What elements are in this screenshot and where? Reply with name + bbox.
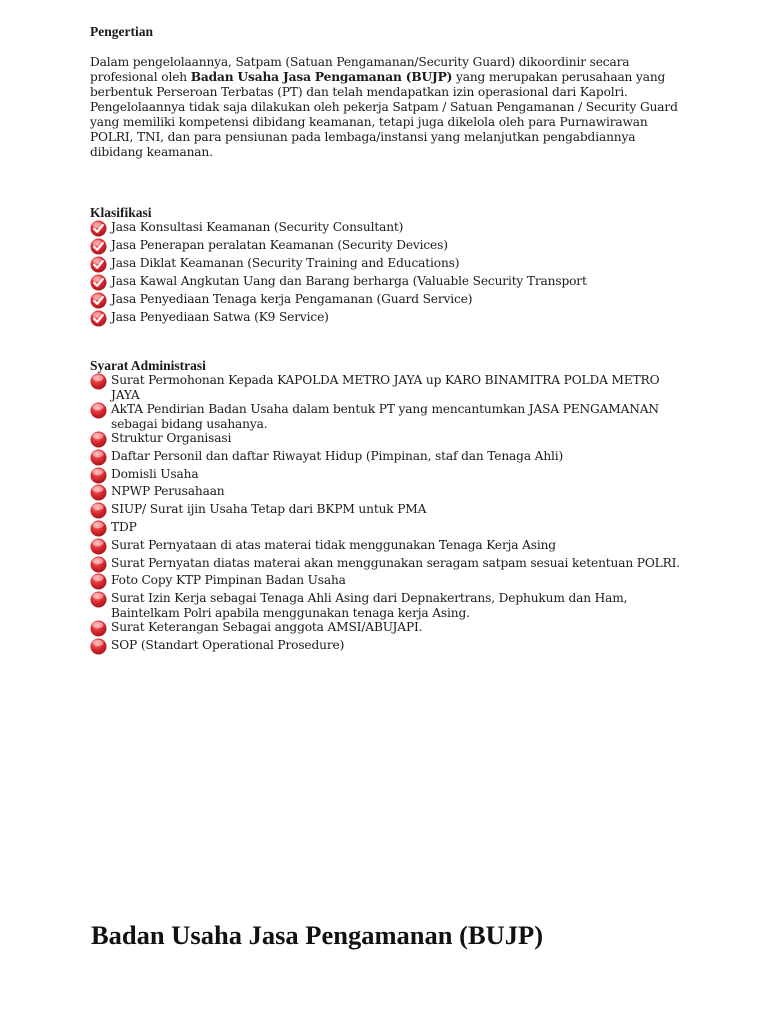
klasifikasi-item-text: Jasa Konsultasi Keamanan (Security Consultant) bbox=[111, 220, 404, 234]
syarat-item bbox=[90, 484, 690, 502]
syarat-item bbox=[90, 638, 690, 656]
syarat-item bbox=[90, 431, 690, 449]
red-glossy-circle-icon bbox=[90, 373, 107, 390]
klasifikasi-heading: Klasifikasi bbox=[90, 205, 152, 220]
red-check-circle-icon bbox=[90, 238, 107, 255]
red-glossy-circle-icon bbox=[90, 573, 107, 590]
syarat-item-text: Foto Copy KTP Pimpinan Badan Usaha bbox=[111, 573, 346, 588]
klasifikasi-item-text: Jasa Diklat Keamanan (Security Training and Educations) bbox=[111, 256, 460, 270]
red-check-circle-icon bbox=[90, 310, 107, 327]
syarat-list bbox=[90, 373, 690, 656]
syarat-item bbox=[90, 467, 690, 485]
pengertian-text-1: Dalam pengelolaannya, Satpam (Satuan Pengamanan/Security Guard) dikoordinir secara profesional oleh bbox=[90, 55, 630, 84]
pengertian-paragraph bbox=[90, 55, 690, 160]
red-glossy-circle-icon bbox=[90, 402, 107, 419]
red-check-circle-icon bbox=[90, 274, 107, 291]
red-glossy-circle-icon bbox=[90, 591, 107, 608]
document-title: Badan Usaha Jasa Pengamanan (BUJP) bbox=[91, 920, 544, 950]
red-glossy-circle-icon bbox=[90, 620, 107, 637]
red-glossy-circle-icon bbox=[90, 638, 107, 655]
syarat-item bbox=[90, 502, 690, 520]
red-check-circle-icon bbox=[90, 292, 107, 309]
pengertian-text-bold: Badan Usaha Jasa Pengamanan (BUJP) bbox=[190, 70, 453, 84]
syarat-item bbox=[90, 573, 690, 591]
klasifikasi-item bbox=[90, 274, 690, 292]
red-check-circle-icon bbox=[90, 220, 107, 237]
klasifikasi-item-text: Jasa Penyediaan Tenaga kerja Pengamanan (Guard Service) bbox=[111, 292, 473, 306]
klasifikasi-item bbox=[90, 256, 690, 274]
klasifikasi-item-text: Jasa Kawal Angkutan Uang dan Barang berharga (Valuable Security Transport bbox=[111, 274, 587, 288]
syarat-item-text: Surat Izin Kerja sebagai Tenaga Ahli Asing dari Depnakertrans, Dephukum dan Ham, Baintelkam Polri apabila menggunakan tenaga kerja Asing. bbox=[111, 591, 628, 620]
syarat-item-text: Struktur Organisasi bbox=[111, 431, 232, 445]
syarat-item bbox=[90, 520, 690, 538]
syarat-item-text: TDP bbox=[111, 519, 137, 534]
syarat-item-text: SOP (Standart Operational Prosedure) bbox=[111, 637, 345, 652]
red-glossy-circle-icon bbox=[90, 556, 107, 573]
red-glossy-circle-icon bbox=[90, 484, 107, 501]
red-glossy-circle-icon bbox=[90, 520, 107, 537]
red-glossy-circle-icon bbox=[90, 538, 107, 555]
pengertian-heading: Pengertian bbox=[90, 24, 153, 39]
syarat-section bbox=[90, 358, 690, 656]
klasifikasi-item-text: Jasa Penyediaan Satwa (K9 Service) bbox=[111, 310, 329, 324]
syarat-item-text: AkTA Pendirian Badan Usaha dalam bentuk PT yang mencantumkan JASA PENGAMANAN sebagai bidang usahanya. bbox=[111, 402, 659, 431]
syarat-item bbox=[90, 620, 690, 638]
syarat-item-text: Daftar Personil dan daftar Riwayat Hidup (Pimpinan, staf dan Tenaga Ahli) bbox=[111, 448, 564, 463]
red-glossy-circle-icon bbox=[90, 449, 107, 466]
klasifikasi-item-text: Jasa Penerapan peralatan Keamanan (Security Devices) bbox=[111, 238, 448, 252]
pengertian-text-2: yang merupakan perusahaan yang berbentuk Perseroan Terbatas (PT) dan telah mendapatkan izin operasional dari Kapolri. Pengelolaannya tidak saja dilakukan oleh pekerja Satpam / Satuan Pengamanan / Security Guard yang memiliki kompetensi dibidang keamanan, tetapi juga dikelola oleh para Purnawirawan POLRI, TNI, dan para pensiunan pada lembaga/instansi yang melanjutkan pengabdiannya dibidang keamanan. bbox=[90, 70, 678, 159]
red-glossy-circle-icon bbox=[90, 467, 107, 484]
klasifikasi-item bbox=[90, 220, 690, 238]
syarat-item bbox=[90, 402, 690, 431]
pengertian-section bbox=[90, 24, 690, 160]
syarat-item bbox=[90, 556, 690, 574]
klasifikasi-section bbox=[90, 205, 690, 328]
syarat-item bbox=[90, 591, 690, 620]
syarat-heading: Syarat Administrasi bbox=[90, 358, 206, 373]
red-glossy-circle-icon bbox=[90, 431, 107, 448]
syarat-item-text: NPWP Perusahaan bbox=[111, 484, 225, 499]
syarat-item-text: Surat Permohonan Kepada KAPOLDA METRO JAYA up KARO BINAMITRA POLDA METRO JAYA bbox=[111, 373, 660, 402]
syarat-item bbox=[90, 538, 690, 556]
red-glossy-circle-icon bbox=[90, 502, 107, 519]
syarat-item-text: Surat Pernyatan diatas materai akan menggunakan seragam satpam sesuai ketentuan POLRI. bbox=[111, 555, 681, 570]
klasifikasi-item bbox=[90, 292, 690, 310]
syarat-item bbox=[90, 373, 690, 402]
syarat-item-text: Surat Keterangan Sebagai anggota AMSI/ABUJAPI. bbox=[111, 620, 423, 635]
klasifikasi-list bbox=[90, 220, 690, 328]
syarat-item-text: Domisli Usaha bbox=[111, 466, 199, 481]
klasifikasi-item bbox=[90, 238, 690, 256]
syarat-item bbox=[90, 449, 690, 467]
klasifikasi-item bbox=[90, 310, 690, 328]
syarat-item-text: Surat Pernyataan di atas materai tidak menggunakan Tenaga Kerja Asing bbox=[111, 537, 556, 552]
red-check-circle-icon bbox=[90, 256, 107, 273]
syarat-item-text: SIUP/ Surat ijin Usaha Tetap dari BKPM untuk PMA bbox=[111, 502, 427, 517]
